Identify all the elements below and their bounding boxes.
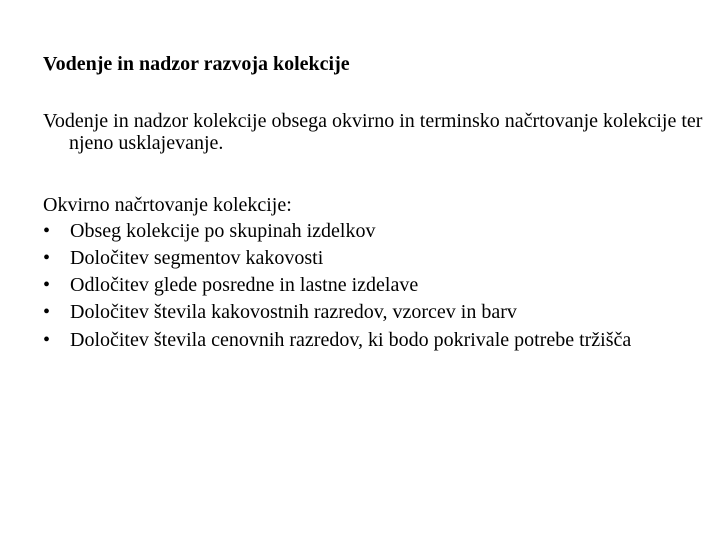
bullet-icon: • [43, 329, 51, 351]
bullet-text: Obseg kolekcije po skupinah izdelkov [70, 220, 376, 242]
frame-planning-heading: Okvirno načrtovanje kolekcije: [43, 194, 292, 216]
bullet-text: Določitev segmentov kakovosti [70, 247, 324, 269]
bullet-text: Odločitev glede posredne in lastne izdelave [70, 274, 419, 296]
bullet-icon: • [43, 301, 51, 323]
bullet-item [43, 218, 693, 245]
bullet-item [43, 299, 693, 326]
bullet-icon: • [43, 220, 51, 242]
bullet-item [43, 245, 693, 272]
bullet-text: Določitev števila kakovostnih razredov, vzorcev in barv [70, 301, 517, 323]
bullet-item [43, 272, 693, 299]
bullet-icon: • [43, 274, 51, 296]
bullet-text: Določitev števila cenovnih razredov, ki bodo pokrivale potrebe tržišča [70, 329, 632, 351]
bullet-icon: • [43, 247, 51, 269]
bullet-list [43, 218, 693, 350]
intro-paragraph: Vodenje in nadzor kolekcije obsega okvirno in terminsko načrtovanje kolekcije ter njeno usklajevanje. [43, 110, 703, 154]
bullet-item [43, 326, 693, 350]
slide-title: Vodenje in nadzor razvoja kolekcije [43, 53, 350, 75]
